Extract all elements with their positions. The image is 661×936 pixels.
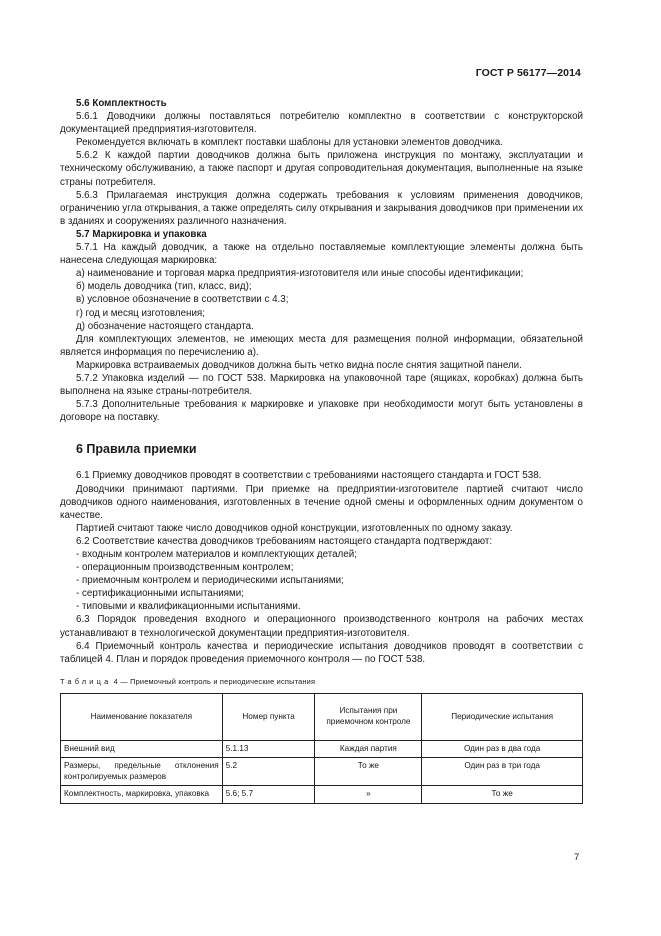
- paragraph: 5.7.1 На каждый доводчик, а также на отдельно поставляемые комплектующие элементы должна быть нанесена следующая маркировка:: [60, 242, 583, 267]
- table-row: [61, 740, 583, 758]
- paragraph: 6.3 Порядок проведения входного и операционного производственного контроля на рабочих местах устанавливают в технологической документации предприятия-изготовителя.: [60, 614, 583, 639]
- table-cell: Комплектность, маркировка, упаковка: [61, 786, 223, 804]
- paragraph: Рекомендуется включать в комплект поставки шаблоны для установки элементов доводчика.: [76, 137, 503, 149]
- subsection-heading: 5.6 Комплектность: [76, 98, 167, 109]
- table-caption-title: 4 — Приемочный контроль и периодические испытания: [113, 676, 316, 686]
- table-caption-word: Таблица: [60, 676, 112, 686]
- paragraph: 6.1 Приемку доводчиков проводят в соответствии с требованиями настоящего стандарта и ГОСТ 538.: [76, 470, 542, 482]
- header-clause-number: Номер пункта: [222, 693, 315, 740]
- paragraph: 5.6.3 Прилагаемая инструкция должна содержать требования к условиям применения доводчиков, ограничению угла открывания, а также определять силу открывания и закрывания доводчиков при применении их в зданиях и сооружениях различного назначения.: [60, 189, 583, 227]
- table-cell: То же: [422, 786, 583, 804]
- paragraph: 5.6.1 Доводчики должны поставляться потребителю комплектно в соответствии с конструкторской документацией предприятия-изготовителя.: [60, 111, 583, 136]
- table-cell: Один раз в два года: [422, 740, 583, 758]
- table-cell: Каждая партия: [315, 740, 422, 758]
- table-cell: »: [315, 786, 422, 804]
- paragraph: 6.4 Приемочный контроль качества и периодические испытания доводчиков проводят в соответствии с таблицей 4. План и порядок проведения приемочного контроля — по ГОСТ 538.: [60, 640, 583, 665]
- acceptance-table: [60, 693, 583, 804]
- table-cell: Внешний вид: [61, 740, 223, 758]
- paragraph: 5.7.3 Дополнительные требования к маркировке и упаковке при необходимости могут быть установлены в договоре на поставку.: [60, 399, 583, 424]
- paragraph: - входным контролем материалов и комплектующих деталей;: [76, 549, 357, 560]
- header-indicator-name: Наименование показателя: [61, 693, 223, 740]
- document-header-id: ГОСТ Р 56177—2014: [475, 67, 581, 79]
- paragraph: Для комплектующих элементов, не имеющих места для размещения полной информации, обязательной является информация по перечислению а).: [60, 333, 583, 358]
- paragraph: - операционным производственным контролем;: [76, 562, 294, 574]
- table-cell: 5.2: [222, 758, 315, 786]
- table-cell: То же: [315, 758, 422, 786]
- paragraph: 5.7.2 Упаковка изделий — по ГОСТ 538. Маркировка на упаковочной таре (ящиках, коробках) должна быть выполнена на языке страны-потребителя.: [60, 372, 583, 398]
- table-caption: [60, 675, 583, 688]
- table-row: [61, 786, 583, 804]
- table-row: [61, 758, 583, 786]
- paragraph: - сертификационными испытаниями;: [76, 588, 244, 600]
- table-cell: Один раз в три года: [422, 758, 583, 786]
- table-cell: Размеры, предельные отклонения контролируемых размеров: [61, 758, 223, 786]
- paragraph: Доводчики принимают партиями. При приемке на предприятии-изготовителе партией считают число доводчиков одного наименования, изготовленных в течение одной смены и оформленных одним документом о качестве.: [60, 483, 583, 521]
- section-heading: 6 Правила приемки: [76, 442, 197, 457]
- paragraph: 6.2 Соответствие качества доводчиков требованиям настоящего стандарта подтверждают:: [76, 535, 493, 547]
- subsection-heading: 5.7 Маркировка и упаковка: [76, 228, 207, 240]
- paragraph: г) год и месяц изготовления;: [76, 307, 205, 319]
- paragraph: в) условное обозначение в соответствии с 4.3;: [76, 294, 289, 306]
- header-periodic-tests: Периодические испытания: [422, 693, 583, 740]
- table-cell: 5.6; 5.7: [222, 786, 315, 804]
- text-flow: [60, 97, 583, 666]
- table-cell: 5.1.13: [222, 740, 315, 758]
- paragraph: Маркировка встраиваемых доводчиков должна быть четко видна после снятия защитной панели.: [76, 359, 522, 371]
- paragraph: д) обозначение настоящего стандарта.: [76, 320, 254, 332]
- table-header-row: [61, 693, 583, 740]
- paragraph: - приемочным контролем и периодическими испытаниями;: [76, 575, 344, 587]
- paragraph: 5.6.2 К каждой партии доводчиков должна быть приложена инструкция по монтажу, эксплуатации и техническому обслуживанию, а также паспорт и другая сопроводительная документация, выполненные на языке страны потребителя.: [60, 150, 583, 188]
- paragraph: а) наименование и торговая марка предприятия-изготовителя или иные способы идентификации;: [76, 268, 524, 280]
- page-content: [60, 97, 583, 804]
- paragraph: б) модель доводчика (тип, класс, вид);: [76, 281, 252, 293]
- paragraph: - типовыми и квалификационными испытаниями.: [76, 601, 301, 613]
- paragraph: Партией считают также число доводчиков одной конструкции, изготовленных по одному заказу.: [76, 522, 513, 534]
- header-acceptance-tests: Испытания при приемочном контроле: [315, 693, 422, 740]
- page-number: 7: [574, 852, 580, 863]
